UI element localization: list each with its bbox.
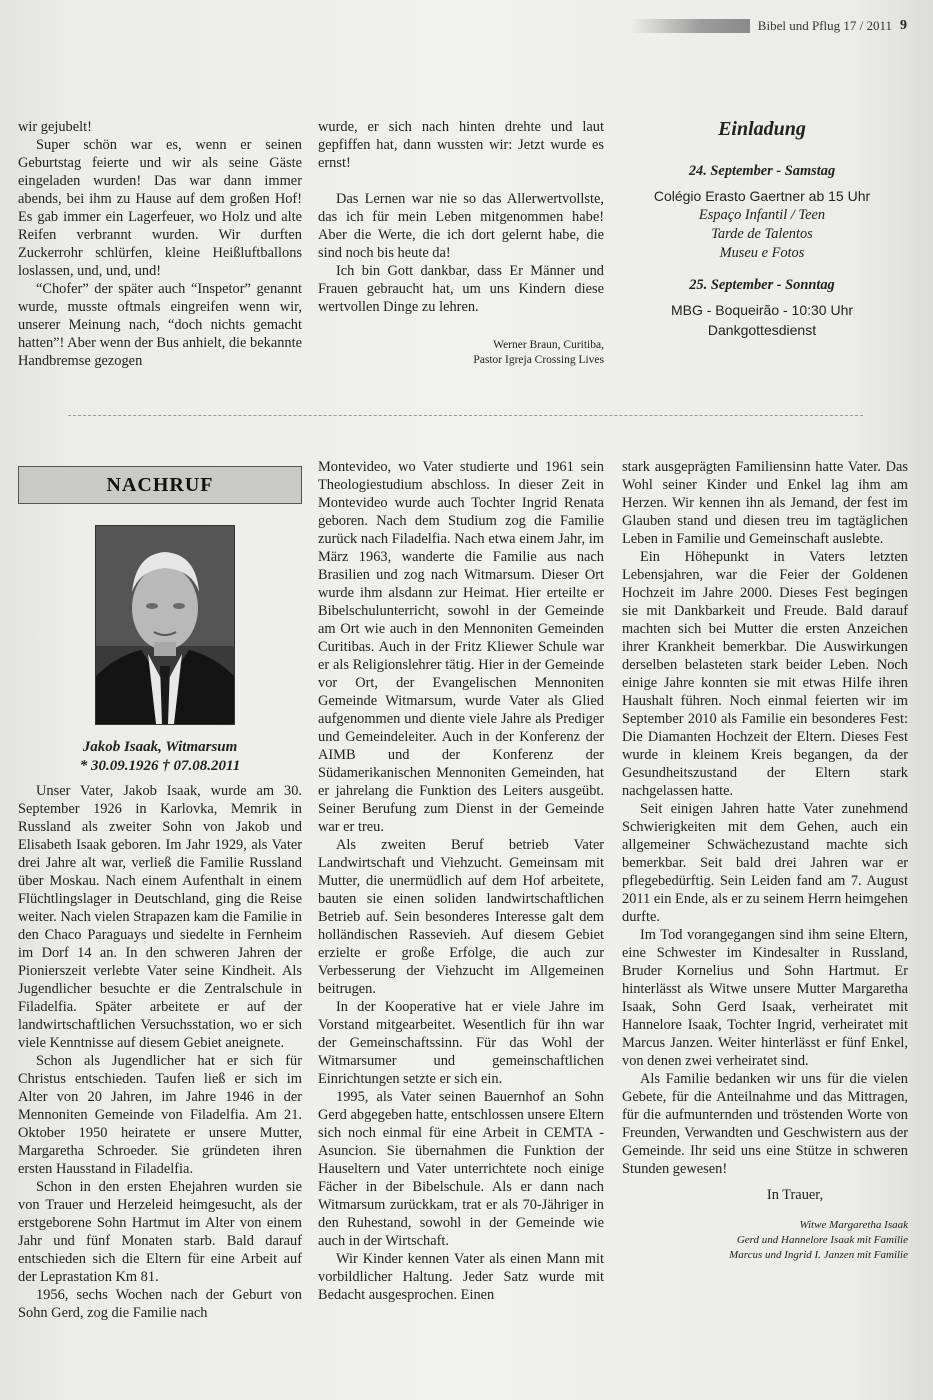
- paragraph: “Chofer” der später auch “Inspetor” genannt wurde, musste oftmals eingreifen wenn wir, unserer Meinung nach, “doch nichts gemacht hatten”! Aber wenn der Bus anhielt, die bekannte Handbremse gezogen: [18, 281, 302, 369]
- page-number: 9: [900, 18, 907, 33]
- header-bar: [630, 19, 750, 33]
- paragraph: Schon als Jugendlicher hat er sich für Christus entschieden. Taufen ließ er sich im Alter von 20 Jahren, im Jahre 1946 in der Mennoniten Gemeinde von Filadelfia. Am 21. Oktober 1950 heiratete er unsere Mutter, Margaretha Schroeder. Sie gründeten ihren ersten Hausstand in Filadelfia.: [18, 1053, 302, 1177]
- paragraph: 1956, sechs Wochen nach der Geburt von Sohn Gerd, zog die Familie nach: [18, 1287, 302, 1321]
- closing-signatures: [622, 1218, 908, 1263]
- invitation-place-1: Colégio Erasto Gaertner ab 15 Uhr: [653, 188, 871, 204]
- obituary-caption: [18, 738, 302, 776]
- invitation-item: Espaço Infantil / Teen: [698, 207, 826, 223]
- publication-title: Bibel und Pflug 17 / 2011: [757, 18, 892, 33]
- closing-line: Witwe Margaretha Isaak: [799, 1219, 908, 1231]
- paragraph: wurde, er sich nach hinten drehte und laut gepfiffen hat, dann wussten wir: Jetzt wurde es ernst!: [318, 119, 604, 171]
- paragraph: Das Lernen war nie so das Allerwertvollste, das ich für mein Leben mitgenommen habe! Aber die Werte, die ich dort gelernt habe, die sind noch bis heute da!: [318, 191, 604, 261]
- page-header: [630, 12, 907, 40]
- paragraph: Als zweiten Beruf betrieb Vater Landwirtschaft und Viehzucht. Gemeinsam mit Mutter, die unermüdlich auf dem Hof arbeitete, bauten sie einen soliden landwirtschaftlichen Betrieb auf. Sein besonderes Interesse galt dem holländischen Rassevieh. Auf diesem Gebiet erzielte er große Erfolge, die auch zur Verbesserung der Viehzucht im Allgemeinen beitrugen.: [318, 837, 604, 997]
- closing-line: Gerd und Hannelore Isaak mit Familie: [736, 1234, 908, 1246]
- author-signature: [318, 338, 604, 368]
- paragraph: wir gejubelt!: [18, 119, 92, 135]
- mourning-line: In Trauer,: [766, 1187, 824, 1203]
- invitation-item: Museu e Fotos: [719, 245, 805, 261]
- paragraph: Ein Höhepunkt in Vaters letzten Lebensjahren, war die Feier der Goldenen Hochzeit im Jahre 2000. Dieses Fest begingen sie mit Dankbarkeit und Freude. Bald darauf machten sich bei Mutter die ersten Anzeichen ihrer Krankheit bemerkbar. Die Auswirkungen derselben belasteten stark beider Leben. Noch einige Jahre konnten sie mit etwas Hilfe ihren Haushalt führen. Noch einmal feierten wir im September 2010 als Familie ein besonderes Fest: Die Diamanten Hochzeit der Eltern. Dieses Fest wurde in kleinem Kreis begangen, da der Gesundheitszustand der Eltern stark nachgelassen hatte.: [622, 549, 908, 799]
- obituary-column-3: [622, 458, 908, 1263]
- obituary-column-2: [318, 458, 604, 1304]
- signature-line: Werner Braun, Curitiba,: [493, 339, 604, 351]
- invitation-day-1: 24. September - Samstag: [688, 163, 836, 179]
- paragraph: Unser Vater, Jakob Isaak, wurde am 30. September 1926 in Karlovka, Memrik in Russland als zweiter Sohn von Jakob und Elisabeth Isaak geboren. Im Jahr 1929, als Vater drei Jahre alt war, verließ die Familie Russland über Moskau. Nach einem Aufenthalt in einem Flüchtlingslager in Deutschland, ging die Reise weiter. Nach vielen Strapazen kam die Familie in den Chaco Paraguays und siedelte in Fernheim im Dorf 14 an. In den schweren Jahren der Pionierszeit verlebte Vater seine Kindheit. Als Jugendlicher besuchte er die Zentralschule in Filadelfia. Später arbeitete er auf der landwirtschaftlichen Versuchsstation, wo er sich viele Kenntnisse auf diesem Gebiet aneignete.: [18, 783, 302, 1051]
- paragraph: Als Familie bedanken wir uns für die vielen Gebete, für die Anteilnahme und das Mittragen, für die aufmunternden und tröstenden Worte von Freunden, Verwandten und Geschwistern aus der Gemeinde. Ihr seid uns eine Stütze in schweren Stunden gewesen!: [622, 1071, 908, 1177]
- paragraph: Ich bin Gott dankbar, dass Er Männer und Frauen gebraucht hat, um uns Kindern diese wertvollen Dinge zu lehren.: [318, 263, 604, 315]
- paragraph: stark ausgeprägten Familiensinn hatte Vater. Das Wohl seiner Kinder und Enkel lag ihm am Herzen. Wir kennen ihn als Jemand, der fest im Glauben stand und diesen treu im tagtäglichen Leben in Familie und Gemeinschaft auslebte.: [622, 459, 908, 547]
- invitation-item: Tarde de Talentos: [711, 226, 813, 242]
- life-dates: * 30.09.1926 † 07.08.2011: [79, 758, 241, 774]
- paragraph: Schon in den ersten Ehejahren wurden sie von Trauer und Herzeleid heimgesucht, als der erstgeborene Sohn Hartmut im Alter von einem Jahr und fünf Monaten starb. Bald darauf entschieden sich die Eltern für eine Arbeit auf der Leprastation Km 81.: [18, 1179, 302, 1285]
- top-article-column-2: [318, 118, 604, 368]
- paragraph: Im Tod vorangegangen sind ihm seine Eltern, eine Schwester im Kindesalter in Russland, Bruder Kornelius und Sohn Hartmut. Er hinterlässt als Witwe unsere Mutter Margaretha Isaak, Sohn Gerd Isaak, verheiratet mit Hannelore Isaak, Tochter Ingrid, verheiratet mit Marcus Janzen. Weiter hinterlässt er fünf Enkel, von denen zwei verheiratet sind.: [622, 927, 908, 1069]
- section-divider: [68, 415, 863, 416]
- paragraph: Super schön war es, wenn er seinen Geburtstag feierte und wir als seine Gäste eingeladen wurden! Das war dann immer abends, bei ihm zu Hause auf dem großen Hof! Es gab immer ein Lagerfeuer, wo Holz und alte Reifen verbrannt wurden. Wir durften Zuckerrohr schlürfen, kleine Heißluftballons loslassen, und, und, und!: [18, 137, 302, 279]
- paragraph: 1995, als Vater seinen Bauernhof an Sohn Gerd abgegeben hatte, entschlossen unsere Eltern sich noch einmal für eine Arbeit in CEMTA - Asuncion. Sie übernahmen die Funktion der Hauseltern und Vater unterrichtete noch einige Fächer in der Bibelschule. Als er dann nach Witmarsum zurückkam, trat er als 70-Jähriger in den Ruhestand, sowohl in der Gemeinde wie auch in der Wirtschaft.: [318, 1089, 604, 1249]
- invitation-service: Dankgottesdienst: [707, 322, 817, 338]
- top-article-column-1: [18, 118, 302, 370]
- paragraph: Montevideo, wo Vater studierte und 1961 sein Theologiestudium abschloss. In dieser Zeit in Montevideo wurde auch Tochter Ingrid Renata geboren. Nach dem Studium zog die Familie zurück nach Filadelfia. Nach etwa einem Jahr, im März 1963, wanderte die Familie aus nach Brasilien und zog nach Witmarsum. Dieser Ort wurde ihm alsdann zur Heimat. Hier erteilte er Bibelschulunterricht, sowohl in der Gemeinde am Ort wie auch in den Mennoniten Gemeinden Curitibas. Auch in der Fritz Kliewer Schule war er als Religionslehrer tätig. Hier in der Gemeinde vor Ort, der Evangelischen Mennoniten Gemeinde Witmarsum, wurde Vater als Glied aufgenommen und diente viele Jahre als Prediger und Gemeindeleiter. Auch in der Konferenz der AIMB und der Konferenz der Südamerikanischen Mennoniten Gemeinden, hat er jahrelang die Funktion des Leiters ausgeübt. Seiner Berufung zum Dienst in der Gemeinde war er treu.: [318, 459, 604, 835]
- obituary-column-1: [18, 782, 302, 1322]
- paragraph: Wir Kinder kennen Vater als einen Mann mit vorbildlicher Haltung. Jeder Satz wurde mit Bedacht ausgesprochen. Einen: [318, 1251, 604, 1303]
- invitation-day-2: 25. September - Sonntag: [689, 277, 835, 293]
- paragraph: In der Kooperative hat er viele Jahre im Vorstand mitgearbeitet. Wesentlich für ihn war der Gemeinschaftssinn. Für das Wohl der Witmarsumer und gemeinschaftlichen Einrichtungen setzte er sich ein.: [318, 999, 604, 1087]
- invitation-box: [624, 118, 900, 340]
- deceased-name: Jakob Isaak, Witmarsum: [82, 739, 238, 755]
- paragraph: Seit einigen Jahren hatte Vater zunehmend Schwierigkeiten mit dem Gehen, auch ein allgemeiner Schwächezustand machte sich bemerkbar. Seit bald drei Jahren war er pflegebedürftig. Sein Leiden fand am 7. August 2011 ein Ende, als er zu seinem Herrn heimgehen durfte.: [622, 801, 908, 925]
- obituary-banner: [18, 466, 302, 504]
- portrait-image: [96, 526, 234, 724]
- invitation-place-2: MBG - Boqueirão - 10:30 Uhr: [670, 302, 854, 318]
- signature-line: Pastor Igreja Crossing Lives: [473, 354, 604, 366]
- closing-line: Marcus und Ingrid I. Janzen mit Familie: [729, 1249, 908, 1261]
- invitation-title: Einladung: [718, 118, 806, 140]
- obituary-heading: NACHRUF: [106, 473, 214, 496]
- portrait-photo: [95, 525, 235, 725]
